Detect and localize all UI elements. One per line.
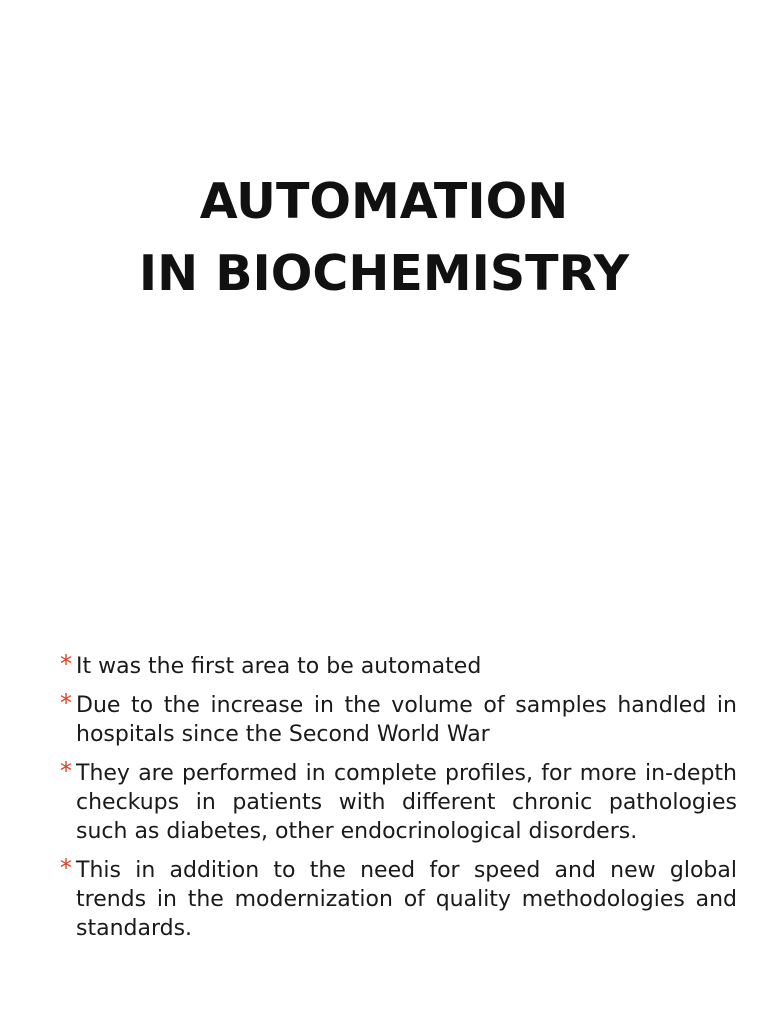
title-line-2: IN BIOCHEMISTRY — [138, 245, 630, 302]
asterisk-bullet-icon: * — [60, 854, 72, 882]
bullet-list — [60, 652, 737, 953]
bullet-item — [60, 652, 737, 681]
bullet-text: This in addition to the need for speed and new global trends in the modernization of quality methodologies and standards. — [76, 858, 737, 941]
bullet-text: It was the first area to be automated — [76, 654, 482, 679]
bullet-text: They are performed in complete profiles, for more in-depth checkups in patients with different chronic pathologies such as diabetes, other endocrinological disorders. — [76, 761, 737, 844]
slide-title — [0, 166, 768, 310]
asterisk-bullet-icon: * — [60, 689, 72, 717]
bullet-text: Due to the increase in the volume of samples handled in hospitals since the Second World War — [76, 693, 737, 747]
bullet-item — [60, 691, 737, 749]
asterisk-bullet-icon: * — [60, 650, 72, 678]
bullet-item — [60, 759, 737, 846]
bullet-item — [60, 856, 737, 943]
title-line-1: AUTOMATION — [199, 173, 569, 230]
asterisk-bullet-icon: * — [60, 757, 72, 785]
